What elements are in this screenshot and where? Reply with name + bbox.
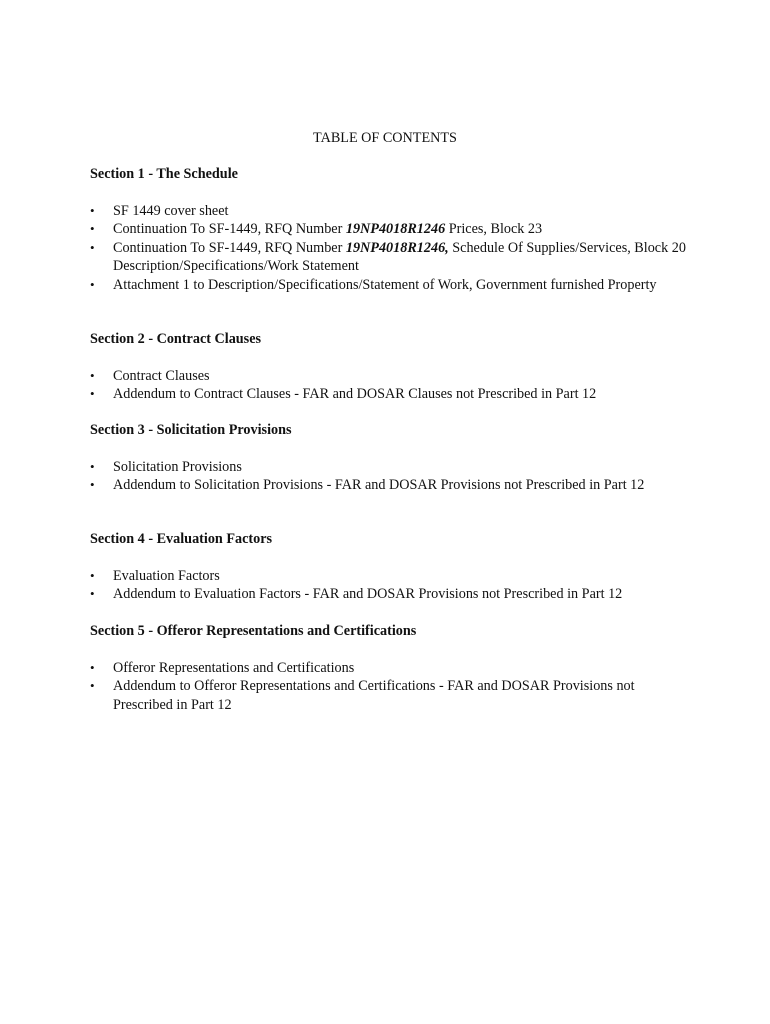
list-item <box>90 239 690 276</box>
rfq-number: 19NP4018R1246, <box>345 239 449 256</box>
list-item <box>90 367 690 386</box>
bullet-icon: • <box>90 458 95 474</box>
list-item <box>90 458 690 477</box>
bullet-icon: • <box>90 477 95 492</box>
item-text-prefix: Continuation To SF-1449, RFQ Number <box>113 221 346 237</box>
section-heading: Section 4 - Evaluation Factors <box>90 531 273 547</box>
item-text-suffix: Prices, Block 23 <box>445 221 543 237</box>
section-4 <box>90 530 690 604</box>
bullet-icon: • <box>90 678 95 693</box>
rfq-number: 19NP4018R1246 <box>345 221 446 237</box>
section-list <box>90 202 690 295</box>
list-item <box>90 585 690 604</box>
page-title: TABLE OF CONTENTS <box>313 130 457 146</box>
item-text: Addendum to Offeror Representations and Certifications - FAR and DOSAR Provisions not Prescribed in Part 12 <box>113 678 635 713</box>
bullet-icon: • <box>90 276 95 292</box>
bullet-icon: • <box>90 221 95 236</box>
bullet-icon: • <box>90 567 95 583</box>
list-item <box>90 276 690 295</box>
item-text: SF 1449 cover sheet <box>113 202 229 219</box>
item-text: Attachment 1 to Description/Specifications/Statement of Work, Government furnished Property <box>113 276 657 293</box>
item-text-suffix: Schedule Of Supplies/Services, Block 20 Description/Specifications/Work Statement <box>113 239 686 274</box>
bullet-icon: • <box>90 659 95 675</box>
item-text-prefix: Continuation To SF-1449, RFQ Number <box>113 239 346 256</box>
list-item <box>90 567 690 586</box>
section-3 <box>90 421 690 495</box>
section-list <box>90 367 690 404</box>
item-text: Offeror Representations and Certifications <box>113 659 355 676</box>
section-heading: Section 5 - Offeror Representations and Certifications <box>90 623 417 639</box>
bullet-icon: • <box>90 586 95 601</box>
bullet-icon: • <box>90 239 95 255</box>
section-1 <box>90 165 690 294</box>
section-list <box>90 458 690 495</box>
list-item <box>90 659 690 678</box>
item-text: Addendum to Contract Clauses - FAR and DOSAR Clauses not Prescribed in Part 12 <box>113 386 597 402</box>
section-list <box>90 659 690 715</box>
bullet-icon: • <box>90 367 95 383</box>
list-item <box>90 220 690 239</box>
bullet-icon: • <box>90 202 95 218</box>
item-text: Evaluation Factors <box>113 567 220 584</box>
bullet-icon: • <box>90 386 95 401</box>
section-2 <box>90 330 690 404</box>
section-heading: Section 3 - Solicitation Provisions <box>90 422 292 438</box>
item-text: Contract Clauses <box>113 367 210 384</box>
section-heading: Section 1 - The Schedule <box>90 166 238 182</box>
item-text: Addendum to Evaluation Factors - FAR and DOSAR Provisions not Prescribed in Part 12 <box>113 586 623 602</box>
list-item <box>90 677 690 714</box>
section-5 <box>90 622 690 714</box>
section-heading: Section 2 - Contract Clauses <box>90 331 262 347</box>
item-text: Addendum to Solicitation Provisions - FAR and DOSAR Provisions not Prescribed in Part 12 <box>113 477 645 493</box>
list-item <box>90 476 690 495</box>
list-item <box>90 202 690 221</box>
section-list <box>90 567 690 604</box>
list-item <box>90 385 690 404</box>
item-text: Solicitation Provisions <box>113 458 242 475</box>
